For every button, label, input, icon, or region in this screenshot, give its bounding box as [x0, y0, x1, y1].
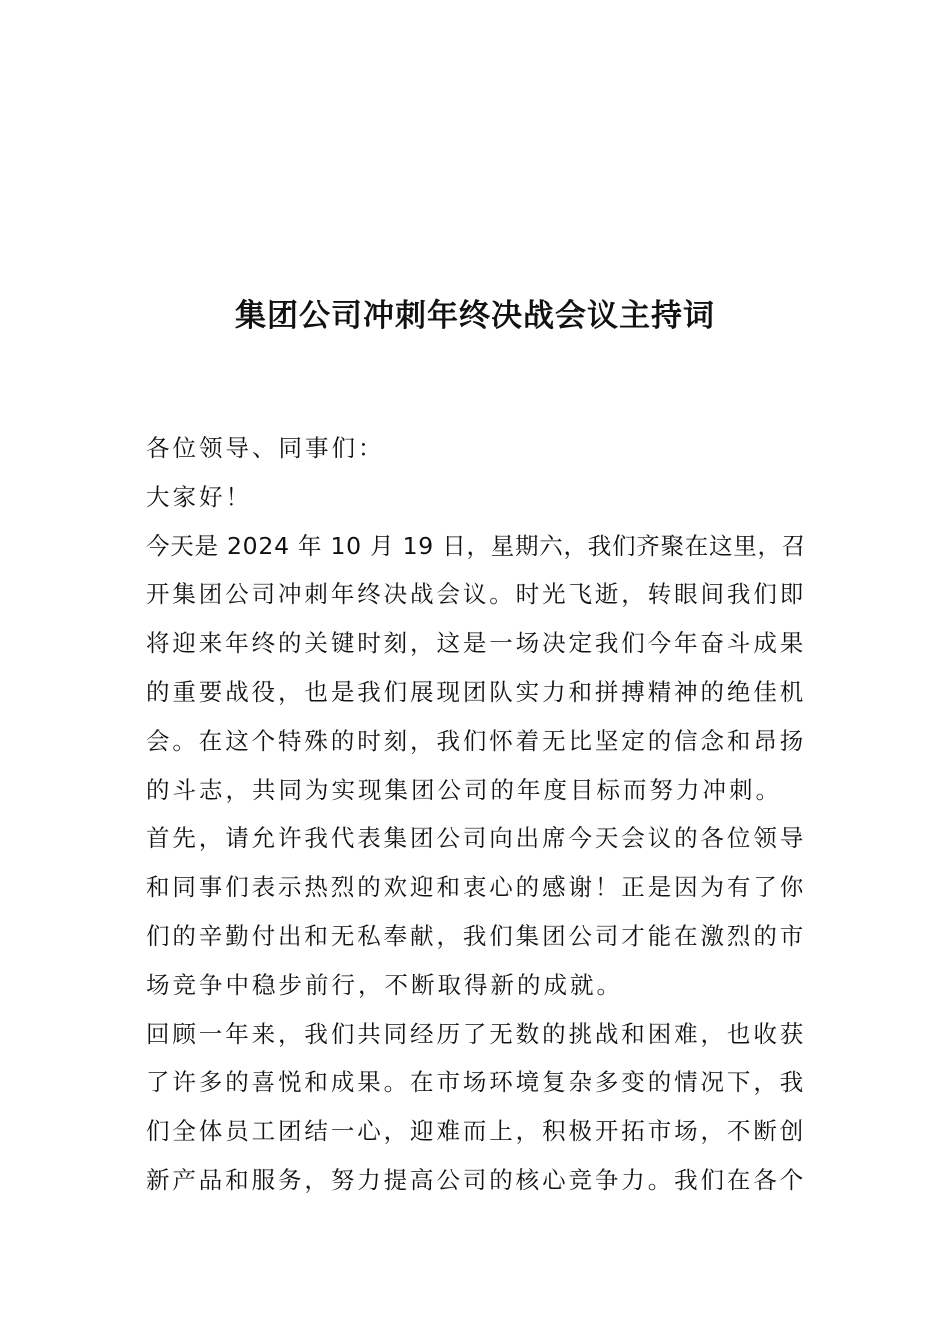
body-line: 回顾一年来，我们共同经历了无数的挑战和困难，也收获: [146, 1019, 806, 1048]
body-line: 场竞争中稳步前行，不断取得新的成就。: [146, 970, 623, 999]
body-line: 今天是 2024 年 10 月 19 日，星期六，我们齐聚在这里，召: [146, 531, 806, 560]
document-title: 集团公司冲刺年终决战会议主持词: [235, 298, 715, 334]
body-line: 大家好！: [146, 482, 252, 511]
body-line: 新产品和服务，努力提高公司的核心竞争力。我们在各个: [146, 1165, 806, 1194]
body-line: 首先，请允许我代表集团公司向出席今天会议的各位领导: [146, 824, 806, 853]
body-line: 了许多的喜悦和成果。在市场环境复杂多变的情况下，我: [146, 1068, 806, 1097]
body-line: 的斗志，共同为实现集团公司的年度目标而努力冲刺。: [146, 775, 782, 804]
body-line: 们全体员工团结一心，迎难而上，积极开拓市场，不断创: [146, 1117, 806, 1146]
body-line: 和同事们表示热烈的欢迎和衷心的感谢！正是因为有了你: [146, 873, 806, 902]
body-line: 们的辛勤付出和无私奉献，我们集团公司才能在激烈的市: [146, 921, 806, 950]
document-body: [146, 424, 806, 1205]
body-line: 各位领导、同事们：: [146, 434, 385, 462]
body-line: 的重要战役，也是我们展现团队实力和拼搏精神的绝佳机: [146, 677, 806, 706]
body-line: 会。在这个特殊的时刻，我们怀着无比坚定的信念和昂扬: [146, 726, 806, 755]
body-line: 将迎来年终的关键时刻，这是一场决定我们今年奋斗成果: [146, 629, 806, 658]
body-line: 开集团公司冲刺年终决战会议。时光飞逝，转眼间我们即: [146, 580, 806, 609]
